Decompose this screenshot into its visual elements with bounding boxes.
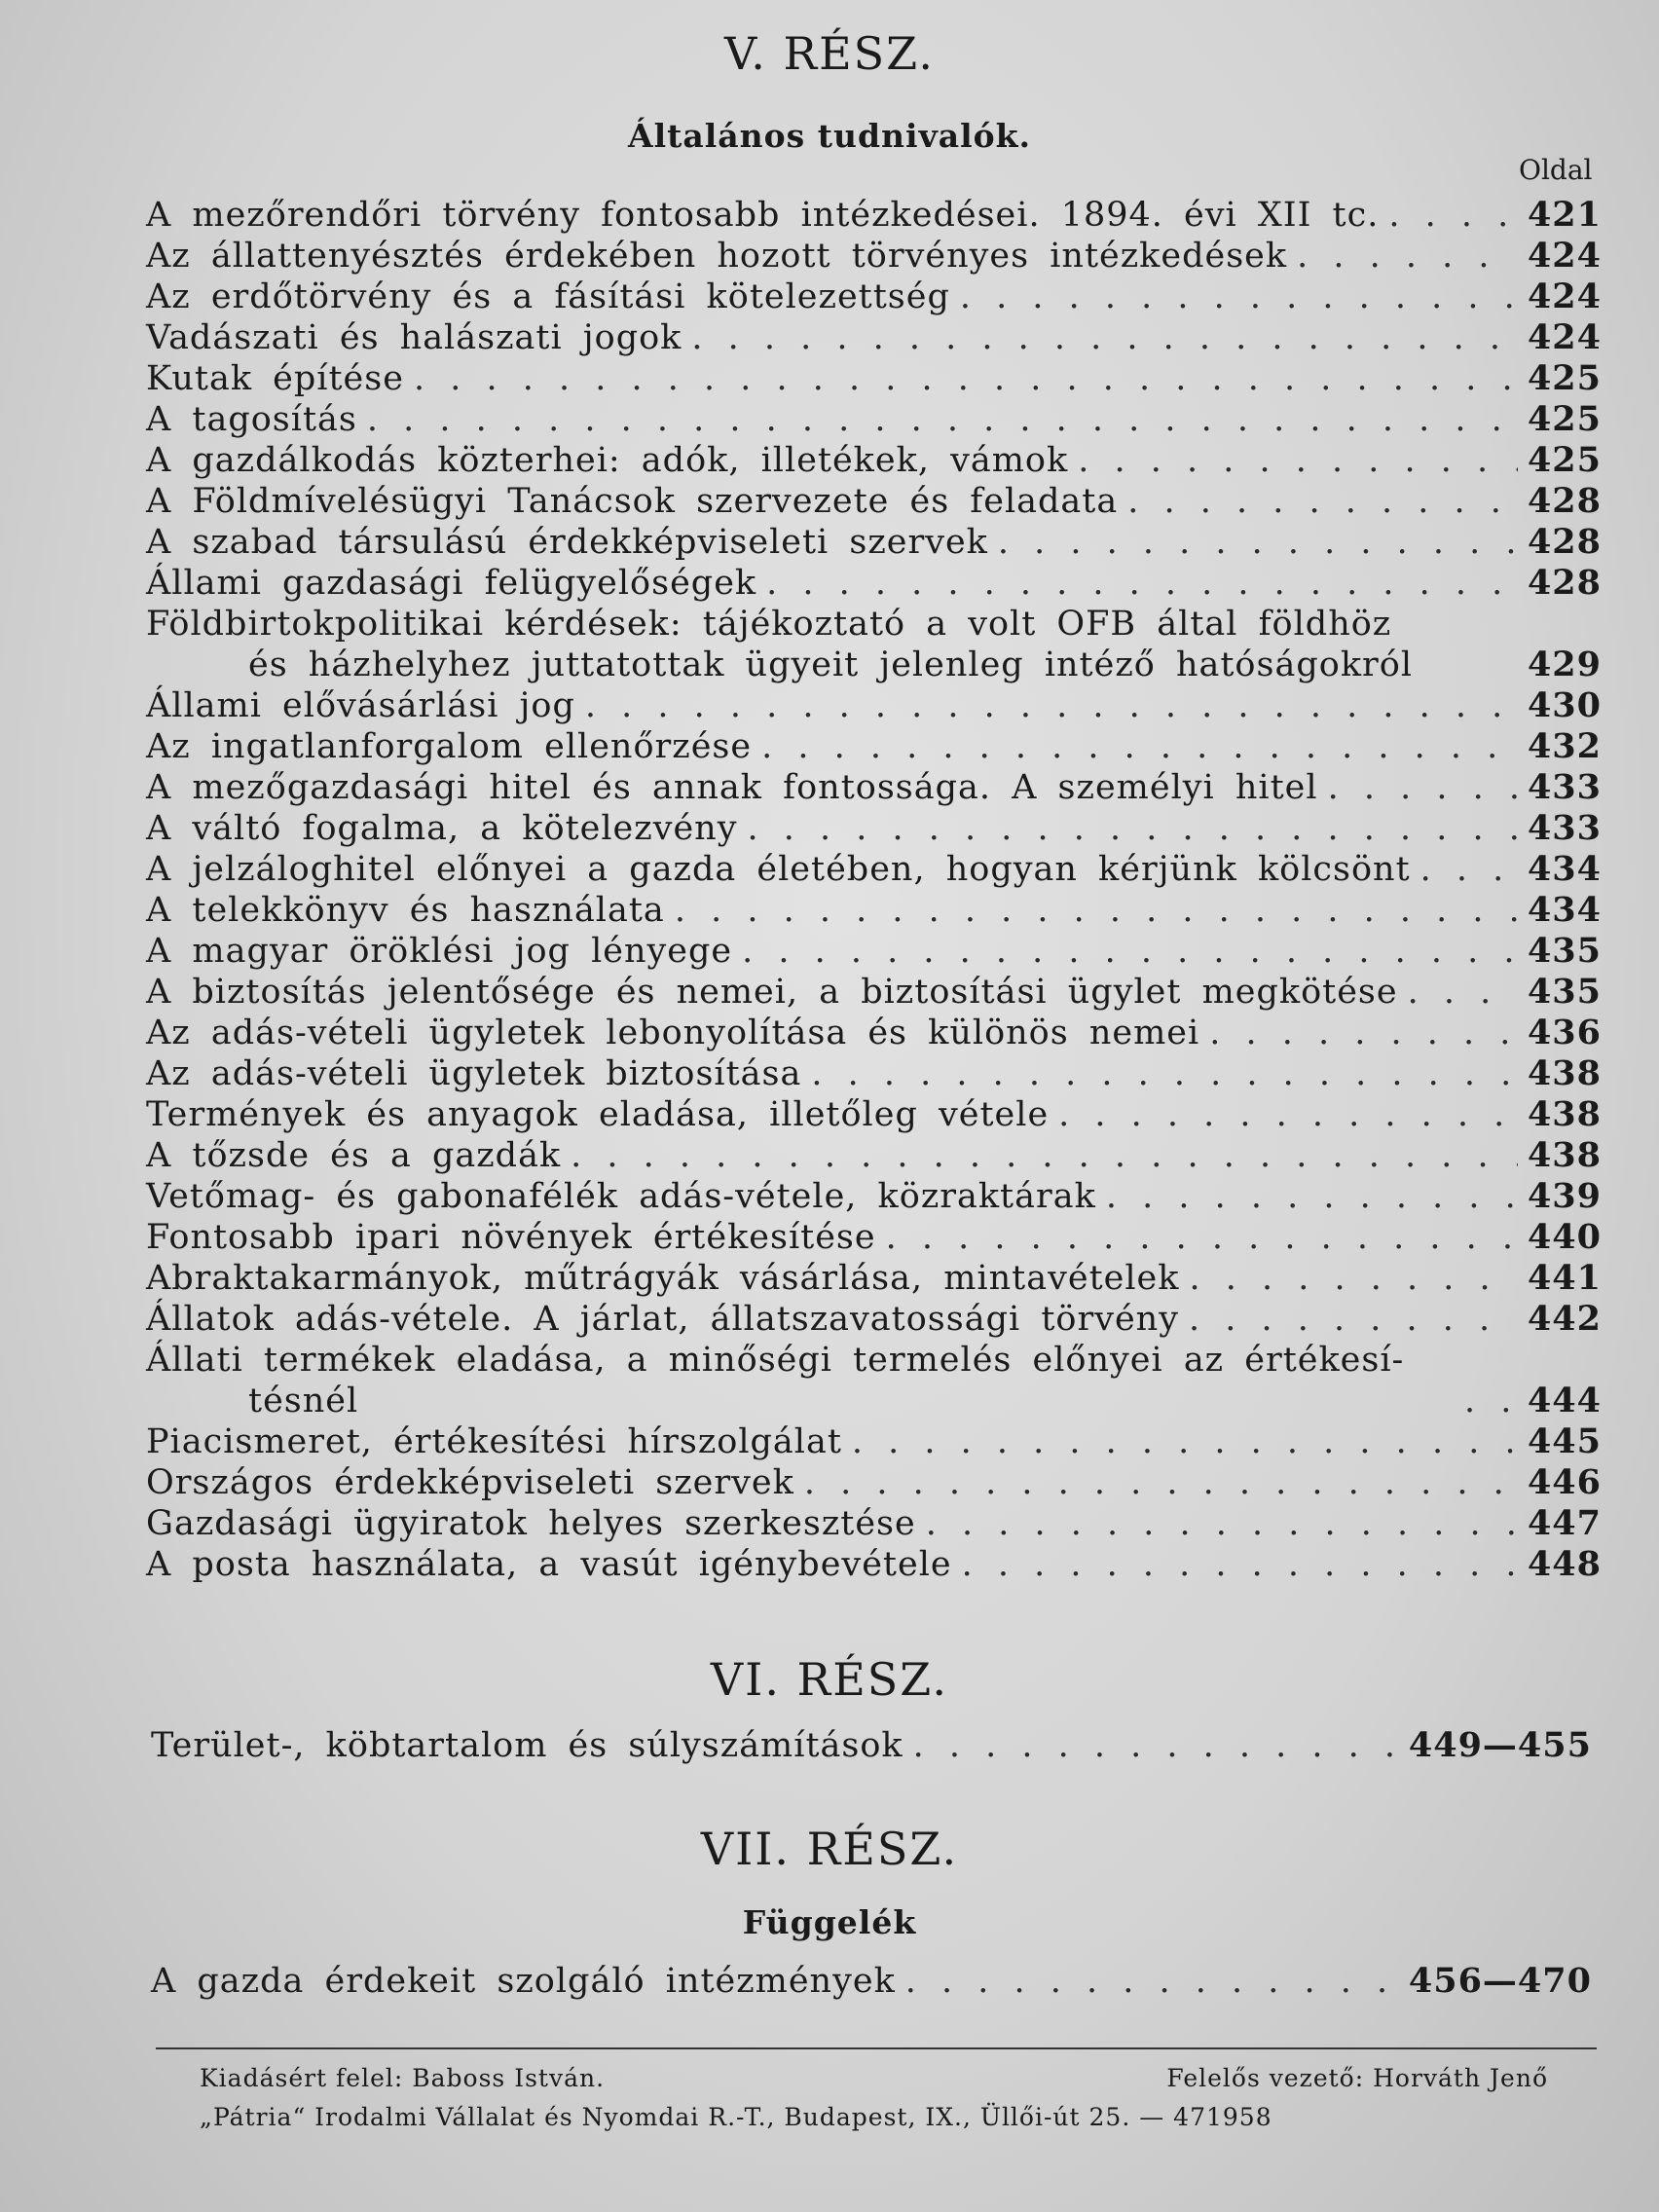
part6-entry-page: 449—455 bbox=[1408, 1725, 1592, 1765]
toc-entry-title-continuation: és házhelyhez juttatottak ügyeit jelenleg intéző hatóságokról bbox=[248, 645, 1414, 684]
leader-dots bbox=[675, 890, 1518, 931]
toc-entry bbox=[146, 972, 1602, 1013]
toc-entry-page: 424 bbox=[1527, 236, 1602, 276]
leader-dots bbox=[811, 1053, 1518, 1094]
toc-entry bbox=[146, 931, 1602, 972]
toc-entry-title: Fontosabb ipari növények értékesítése bbox=[146, 1218, 876, 1257]
leader-dots bbox=[1297, 236, 1518, 276]
toc-entry-page: 425 bbox=[1527, 399, 1602, 439]
toc-entry-title: Állami gazdasági felügyelőségek bbox=[146, 564, 757, 603]
toc-entry-title: A jelzáloghitel előnyei a gazda életében, hogyan kérjünk kölcsönt bbox=[146, 850, 1411, 889]
toc-entry-title: A váltó fogalma, a kötelezvény bbox=[146, 809, 738, 848]
leader-dots bbox=[748, 808, 1518, 849]
leader-dots bbox=[998, 522, 1518, 563]
part7-entry bbox=[151, 1961, 1592, 2002]
leader-dots bbox=[886, 1217, 1518, 1258]
leader-dots bbox=[367, 399, 1518, 440]
footer-manager: Felelős vezető: Horváth Jenő bbox=[1166, 2064, 1548, 2092]
toc-entry bbox=[146, 1462, 1602, 1503]
leader-dots bbox=[1464, 1381, 1518, 1421]
toc-entry-page: 428 bbox=[1527, 563, 1602, 603]
toc-entry bbox=[146, 236, 1602, 276]
toc-entry-page: 438 bbox=[1527, 1135, 1602, 1175]
part7-heading: VII. RÉSZ. bbox=[700, 1823, 959, 1875]
toc-entry-title: Piacismeret, értékesítési hírszolgálat bbox=[146, 1422, 842, 1461]
toc-entry bbox=[146, 1094, 1602, 1135]
toc-entry-title: A biztosítás jelentősége és nemei, a biztosítási ügylet megkötése bbox=[146, 973, 1398, 1012]
toc-entry-page: 438 bbox=[1527, 1094, 1602, 1134]
part6-entry bbox=[151, 1725, 1592, 1766]
toc-entry-page: 436 bbox=[1527, 1013, 1602, 1052]
leader-dots bbox=[913, 1725, 1399, 1766]
toc-entry-page: 448 bbox=[1527, 1544, 1602, 1584]
toc-entry bbox=[146, 726, 1602, 767]
toc-entry-title-line: Állati termékek eladása, a minőségi termelés előnyei az értékesí- bbox=[146, 1341, 1405, 1380]
leader-dots bbox=[905, 1961, 1399, 2002]
toc-entry-page: 424 bbox=[1527, 317, 1602, 357]
toc-entry-page: 428 bbox=[1527, 481, 1602, 521]
toc-entry bbox=[146, 440, 1602, 481]
toc-entry-page: 435 bbox=[1527, 972, 1602, 1012]
toc-entry-page: 428 bbox=[1527, 522, 1602, 562]
toc-entry bbox=[146, 1544, 1602, 1585]
leader-dots bbox=[1328, 767, 1518, 808]
toc-entry bbox=[146, 276, 1602, 317]
leader-dots bbox=[691, 317, 1518, 358]
toc-entry-page: 429 bbox=[1527, 645, 1602, 684]
toc-entry-title: A magyar öröklési jog lényege bbox=[146, 932, 733, 971]
toc-entry-title: Kutak építése bbox=[146, 359, 404, 398]
toc-entry-page: 433 bbox=[1527, 767, 1602, 807]
toc-entry bbox=[146, 195, 1602, 236]
toc-entry-title-continuation: tésnél bbox=[248, 1382, 359, 1420]
toc-entry bbox=[146, 1258, 1602, 1299]
part5-heading: V. RÉSZ. bbox=[724, 27, 935, 80]
toc-entry bbox=[146, 685, 1602, 726]
toc-entry-page: 425 bbox=[1527, 440, 1602, 480]
toc-entry bbox=[146, 1503, 1602, 1544]
toc-entry-title: Az állattenyésztés érdekében hozott törvényes intézkedések bbox=[146, 237, 1288, 276]
table-of-contents bbox=[146, 195, 1602, 1585]
toc-entry bbox=[146, 1053, 1602, 1094]
toc-entry bbox=[146, 358, 1602, 399]
toc-entry-page: 444 bbox=[1527, 1381, 1602, 1420]
toc-entry-title: Termények és anyagok eladása, illetőleg vétele bbox=[146, 1095, 1050, 1134]
toc-entry bbox=[146, 1013, 1602, 1053]
toc-entry-title: A tagosítás bbox=[146, 400, 357, 439]
toc-entry bbox=[146, 1135, 1602, 1176]
leader-dots bbox=[926, 1503, 1518, 1544]
toc-entry bbox=[146, 767, 1602, 808]
toc-entry-page: 434 bbox=[1527, 890, 1602, 930]
leader-dots bbox=[1189, 1258, 1517, 1299]
toc-entry bbox=[146, 1340, 1602, 1421]
leader-dots bbox=[1209, 1013, 1518, 1053]
leader-dots bbox=[742, 931, 1518, 972]
toc-entry bbox=[146, 481, 1602, 522]
leader-dots bbox=[1106, 1176, 1518, 1217]
footer-publisher: Kiadásért felel: Baboss István. bbox=[200, 2064, 606, 2092]
part7-entry-title: A gazda érdekeit szolgáló intézmények bbox=[151, 1962, 896, 2001]
footer-divider bbox=[156, 2047, 1597, 2049]
toc-entry-page: 446 bbox=[1527, 1462, 1602, 1502]
toc-entry bbox=[146, 808, 1602, 849]
toc-entry-page: 445 bbox=[1527, 1421, 1602, 1461]
toc-entry bbox=[146, 563, 1602, 604]
toc-entry-title: A szabad társulású érdekképviseleti szervek bbox=[146, 523, 988, 562]
toc-entry-title: A Földmívelésügyi Tanácsok szervezete és feladata bbox=[146, 482, 1119, 521]
toc-entry-title: Országos érdekképviseleti szervek bbox=[146, 1463, 794, 1502]
toc-entry-page: 435 bbox=[1527, 931, 1602, 971]
toc-entry bbox=[146, 1217, 1602, 1258]
toc-entry bbox=[146, 1176, 1602, 1217]
leader-dots bbox=[585, 685, 1518, 726]
toc-entry-page: 434 bbox=[1527, 849, 1602, 889]
leader-dots bbox=[766, 563, 1518, 604]
toc-entry-title: Vadászati és halászati jogok bbox=[146, 318, 682, 357]
toc-entry-title: Az erdőtörvény és a fásítási kötelezettség bbox=[146, 277, 950, 316]
toc-entry-page: 440 bbox=[1527, 1217, 1602, 1257]
toc-entry bbox=[146, 317, 1602, 358]
toc-entry-title: A mezőrendőri törvény fontosabb intézkedései. 1894. évi XII tc. bbox=[146, 196, 1380, 235]
toc-entry-title bbox=[146, 1340, 1465, 1421]
leader-dots bbox=[1058, 1094, 1518, 1135]
footer-printer: „Pátria“ Irodalmi Vállalat és Nyomdai R.-T., Budapest, IX., Üllői-út 25. — 471958 bbox=[200, 2103, 1272, 2131]
leader-dots bbox=[1127, 481, 1518, 522]
leader-dots bbox=[414, 358, 1518, 399]
toc-entry-page: 438 bbox=[1527, 1053, 1602, 1093]
leader-dots bbox=[761, 726, 1518, 767]
part7-subheading: Függelék bbox=[742, 1903, 917, 1941]
toc-entry bbox=[146, 604, 1602, 685]
toc-entry-title: Az ingatlanforgalom ellenőrzése bbox=[146, 727, 753, 766]
part5-subheading: Általános tudnivalók. bbox=[627, 117, 1032, 155]
toc-entry-page: 447 bbox=[1527, 1503, 1602, 1543]
toc-entry-title: Gazdasági ügyiratok helyes szerkesztése bbox=[146, 1504, 916, 1543]
toc-entry-page: 439 bbox=[1527, 1176, 1602, 1216]
toc-entry bbox=[146, 522, 1602, 563]
toc-entry-page: 424 bbox=[1527, 276, 1602, 316]
leader-dots bbox=[1078, 440, 1518, 481]
part7-entry-page: 456—470 bbox=[1408, 1961, 1592, 2001]
toc-entry bbox=[146, 1421, 1602, 1462]
toc-entry-page: 430 bbox=[1527, 685, 1602, 725]
toc-entry bbox=[146, 399, 1602, 440]
leader-dots bbox=[1388, 195, 1518, 236]
toc-entry-title: A posta használata, a vasút igénybevétele bbox=[146, 1545, 952, 1584]
toc-entry bbox=[146, 1299, 1602, 1340]
leader-dots bbox=[1408, 972, 1518, 1013]
toc-entry-title: Abraktakarmányok, műtrágyák vásárlása, mintavételek bbox=[146, 1259, 1180, 1298]
leader-dots bbox=[804, 1462, 1518, 1503]
toc-entry-title: A gazdálkodás közterhei: adók, illetékek, vámok bbox=[146, 441, 1069, 480]
toc-entry-title: A telekkönyv és használata bbox=[146, 891, 665, 930]
page-column-label: Oldal bbox=[1519, 154, 1593, 186]
toc-entry-title: Állami elővásárlási jog bbox=[146, 686, 575, 725]
toc-entry-title bbox=[146, 604, 1465, 685]
part6-heading: VI. RÉSZ. bbox=[710, 1653, 949, 1706]
toc-entry-page: 432 bbox=[1527, 726, 1602, 766]
leader-dots bbox=[962, 1544, 1518, 1585]
toc-entry-page: 441 bbox=[1527, 1258, 1602, 1298]
toc-entry-page: 442 bbox=[1527, 1299, 1602, 1339]
toc-entry bbox=[146, 890, 1602, 931]
part6-entry-title: Terület-, köbtartalom és súlyszámítások bbox=[151, 1726, 903, 1765]
leader-dots bbox=[960, 276, 1518, 317]
toc-entry-title: A mezőgazdasági hitel és annak fontossága. A személyi hitel bbox=[146, 768, 1318, 807]
toc-entry-title-line: Földbirtokpolitikai kérdések: tájékoztató a volt OFB által földhöz bbox=[146, 605, 1392, 644]
toc-entry-title: Az adás-vételi ügyletek lebonyolítása és különös nemei bbox=[146, 1014, 1200, 1052]
toc-entry-title: A tőzsde és a gazdák bbox=[146, 1136, 562, 1175]
toc-entry-title: Állatok adás-vétele. A járlat, állatszavatossági törvény bbox=[146, 1300, 1179, 1339]
leader-dots bbox=[1189, 1299, 1518, 1340]
leader-dots bbox=[852, 1421, 1518, 1462]
toc-entry-title: Vetőmag- és gabonafélék adás-vétele, közraktárak bbox=[146, 1177, 1096, 1216]
toc-entry-title: Az adás-vételi ügyletek biztosítása bbox=[146, 1054, 802, 1093]
leader-dots bbox=[1420, 849, 1518, 890]
toc-entry-page: 433 bbox=[1527, 808, 1602, 848]
toc-entry bbox=[146, 849, 1602, 890]
leader-dots bbox=[571, 1135, 1518, 1176]
toc-entry-page: 421 bbox=[1527, 195, 1602, 235]
toc-entry-page: 425 bbox=[1527, 358, 1602, 398]
